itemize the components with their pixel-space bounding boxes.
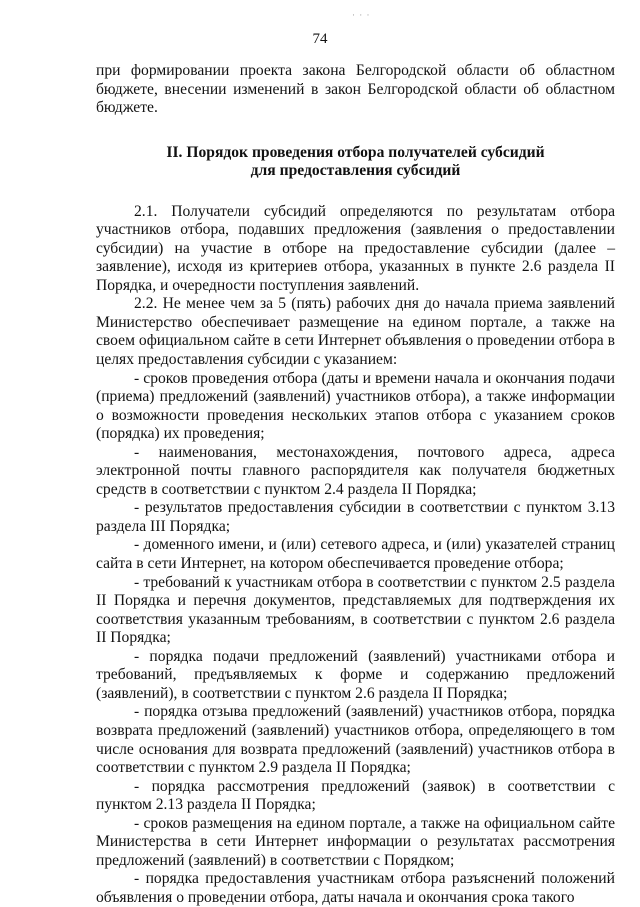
list-item: - порядка предоставления участникам отбора разъяснений положений объявления о проведении отбора, даты начала и окончания срока такого xyxy=(96,870,615,906)
paragraph-2-1: 2.1. Получатели субсидий определяются по результатам отбора участников отбора, подавших предложения (заявления о предоставлении субсидии) на участие в отборе на предоставление субсидии (далее – заявление), исходя из критериев отбора, указанных в пункте 2.6 раздела II Порядка, и очередности поступления заявлений. xyxy=(96,202,615,294)
intro-paragraph: при формировании проекта закона Белгородской области об областном бюджете, внесении изменений в закон Белгородской области об областном бюджете. xyxy=(96,62,615,117)
list-item: - порядка отзыва предложений (заявлений) участников отбора, порядка возврата предложений (заявлений) участников отбора, определяющего в том числе основания для возврата предложений (заявлений) участников отбора в соответствии с пунктом 2.9 раздела II Порядка; xyxy=(96,703,615,777)
page-number: 74 xyxy=(312,31,328,47)
list-item: - требований к участникам отбора в соответствии с пунктом 2.5 раздела II Порядка и перечня документов, представляемых для подтверждения их соответствия указанным требованиям, в соответствии с пунктом 2.6 раздела II Порядка; xyxy=(96,573,615,647)
list-item: - наименования, местонахождения, почтового адреса, адреса электронной почты главного распорядителя как получателя бюджетных средств в соответствии с пунктом 2.4 раздела II Порядка; xyxy=(96,443,615,498)
paragraph-2-2: 2.2. Не менее чем за 5 (пять) рабочих дня до начала приема заявлений Министерство обеспечивает размещение на едином портале, а также на своем официальном сайте в сети Интернет объявления о проведении отбора в целях предоставления субсидии с указанием: xyxy=(96,295,615,369)
document-body xyxy=(96,62,615,907)
scan-artifact: · · · xyxy=(352,10,371,20)
list-item: - сроков проведения отбора (даты и времени начала и окончания подачи (приема) предложений (заявлений) участников отбора), а также информации о возможности проведения нескольких этапов отбора с указанием сроков (порядка) их проведения; xyxy=(96,369,615,443)
section-heading-line-1: II. Порядок проведения отбора получателей субсидий xyxy=(166,143,545,161)
list-item: - сроков размещения на едином портале, а также на официальном сайте Министерства в сети Интернет информации о результатах рассмотрения предложений (заявлений) в соответствии с Порядком; xyxy=(96,814,615,869)
list-item: - доменного имени, и (или) сетевого адреса, и (или) указателей страниц сайта в сети Интернет, на котором обеспечивается проведение отбора; xyxy=(96,536,615,573)
section-heading xyxy=(96,144,615,181)
list-item: - результатов предоставления субсидии в соответствии с пунктом 3.13 раздела III Порядка; xyxy=(96,499,615,535)
list-item: - порядка подачи предложений (заявлений) участниками отбора и требований, предъявляемых к форме и содержанию предложений (заявлений), в соответствии с пунктом 2.6 раздела II Порядка; xyxy=(96,647,615,702)
section-heading-line-2: для предоставления субсидий xyxy=(250,162,461,180)
list-item: - порядка рассмотрения предложений (заявок) в соответствии с пунктом 2.13 раздела II Порядка; xyxy=(96,777,615,814)
